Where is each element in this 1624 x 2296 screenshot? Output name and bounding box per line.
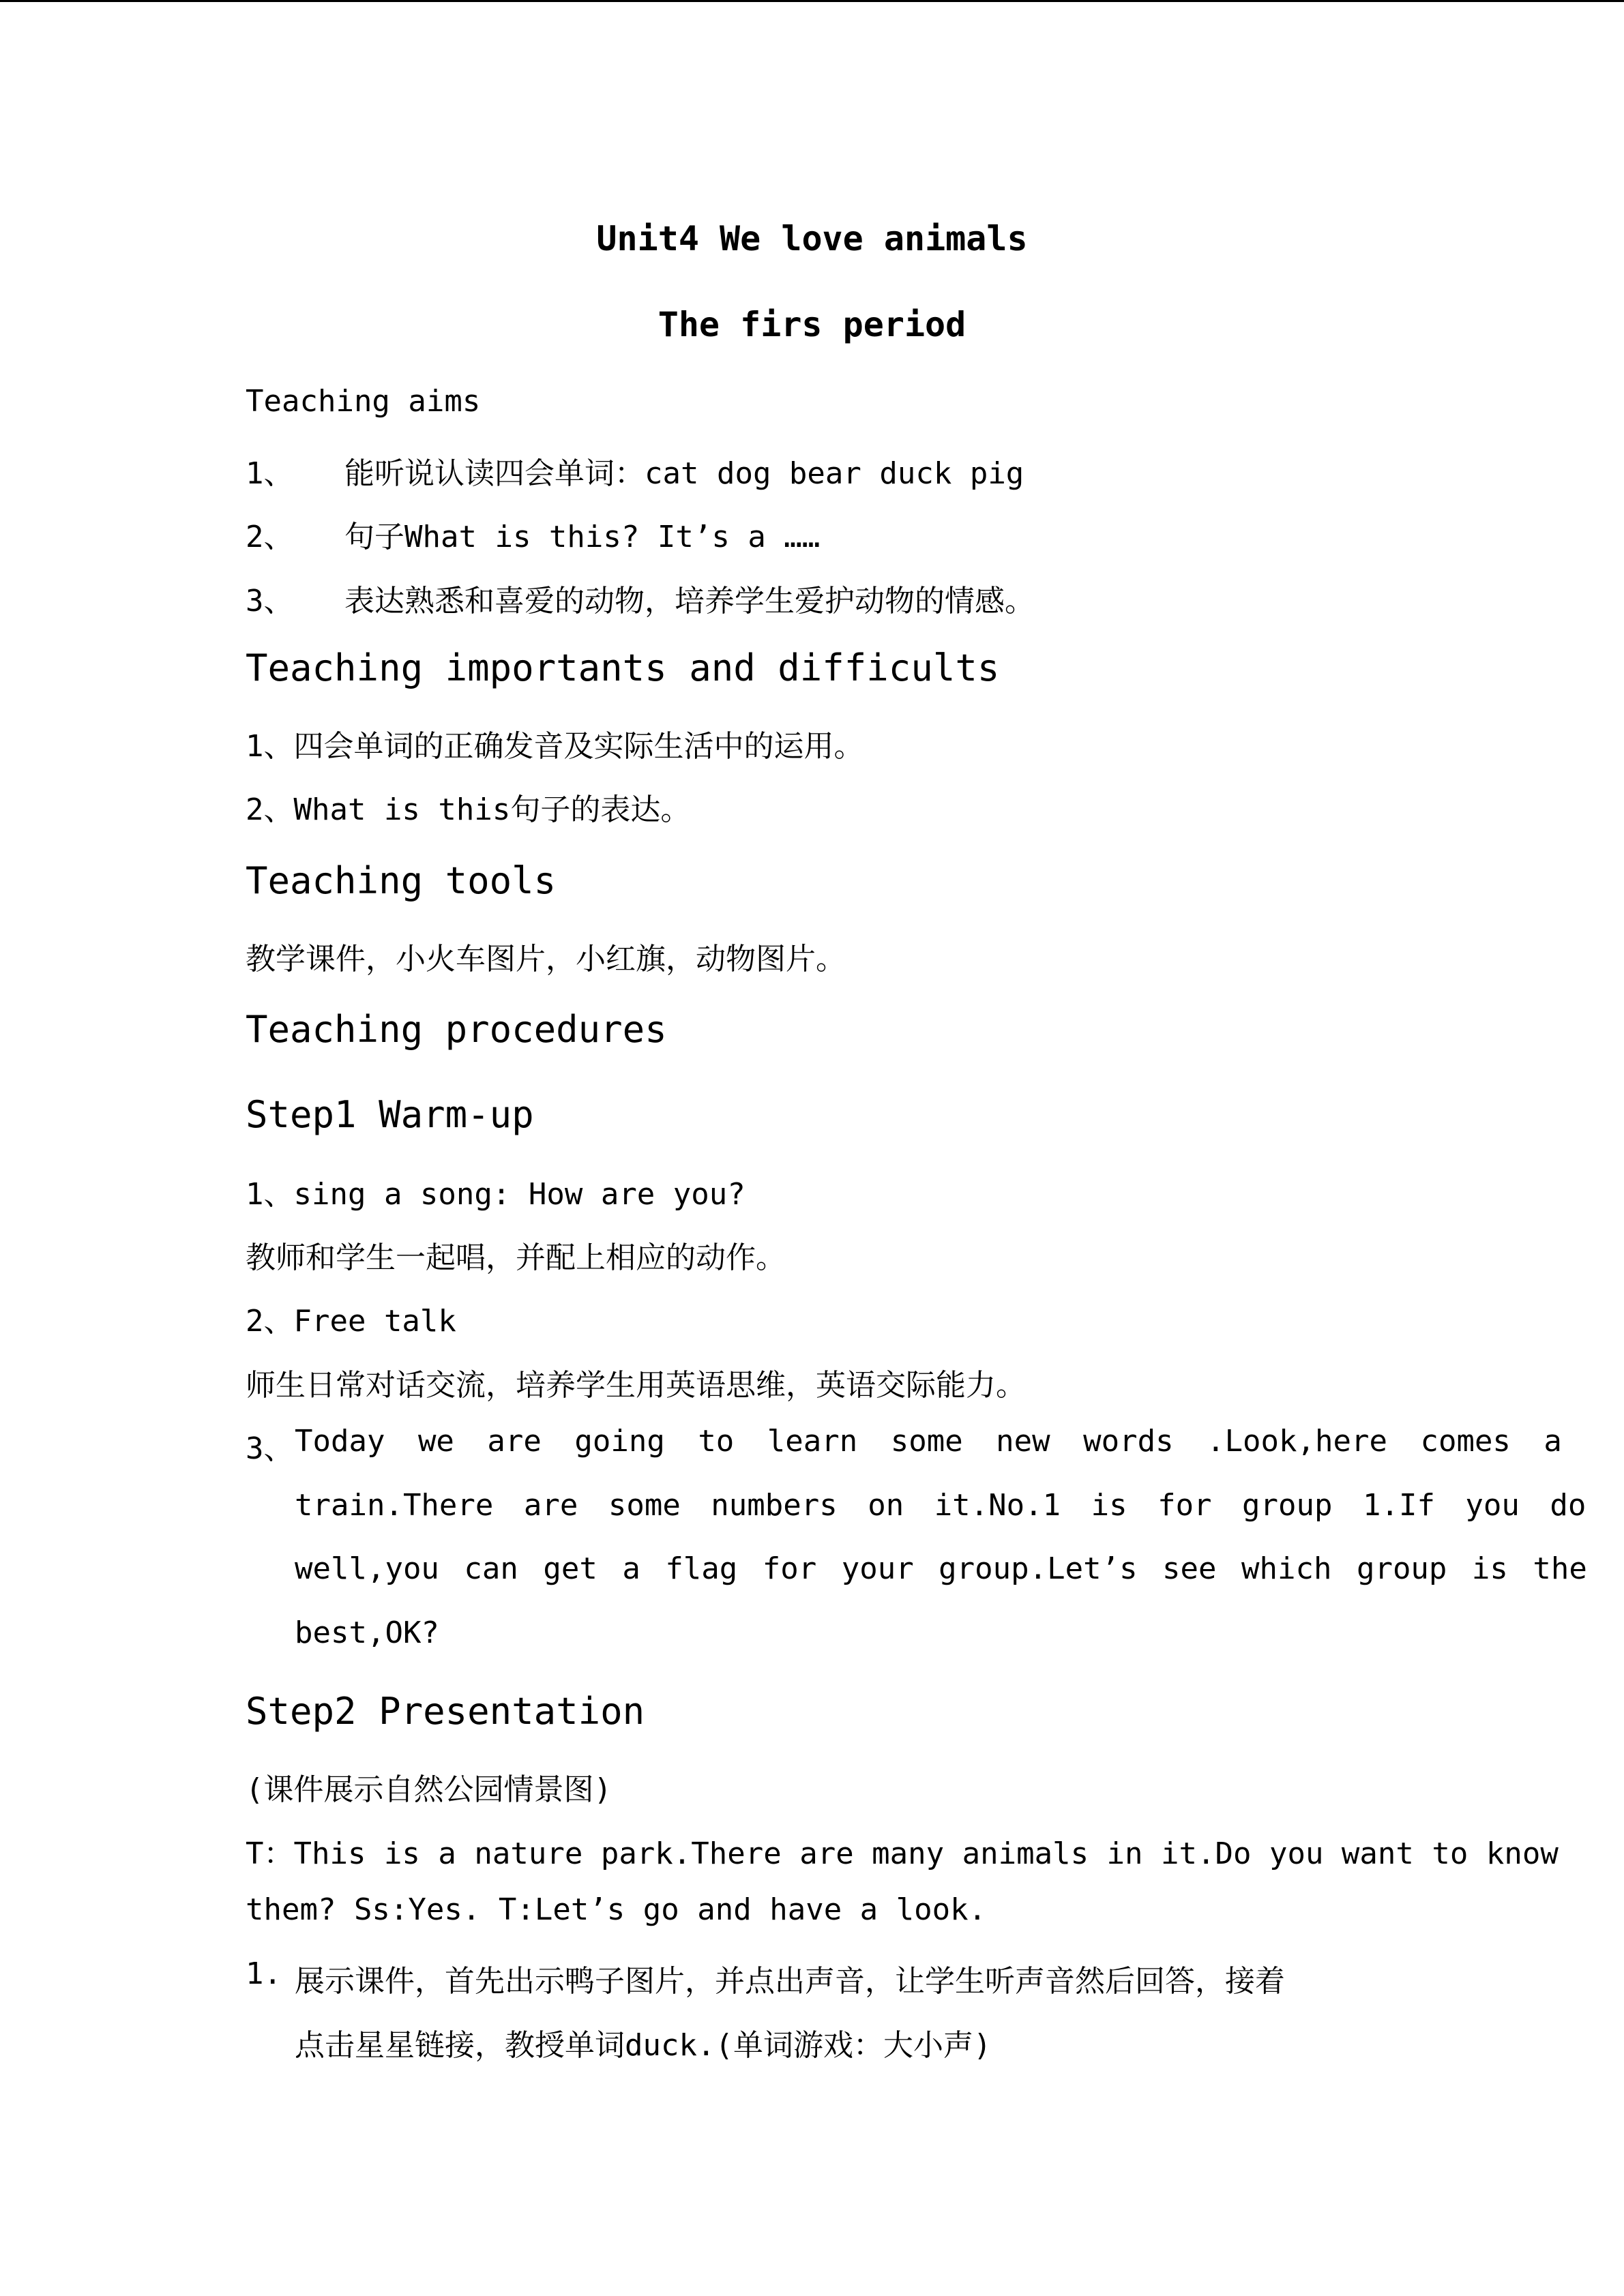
tools-text: 教学课件，小火车图片，小红旗，动物图片。	[246, 942, 846, 976]
step1-item3-line: best,OK?	[295, 1615, 439, 1650]
step1-item3-line: train.There are some numbers on it.No.1 is for group 1.If you do	[295, 1488, 1586, 1523]
list-number: 2、	[246, 520, 294, 554]
step2-heading: Step2 Presentation	[246, 1690, 645, 1733]
list-number: 3、	[246, 584, 294, 618]
step1-item3-line: Today we are going to learn some new words .Look,here comes a	[295, 1424, 1562, 1459]
list-item: 句子What is this? It’s a ……	[344, 520, 821, 554]
list-number: 1.	[246, 1956, 282, 1991]
section-heading-important: Teaching importants and difficults	[246, 646, 1000, 689]
step1-item1-desc: 教师和学生一起唱，并配上相应的动作。	[246, 1240, 786, 1275]
list-item: 表达熟悉和喜爱的动物，培养学生爱护动物的情感。	[344, 584, 1035, 618]
list-number: 3、	[246, 1431, 294, 1466]
step1-item2-desc: 师生日常对话交流，培养学生用英语思维，英语交际能力。	[246, 1368, 1026, 1403]
step2-item1-line: 展示课件，首先出示鸭子图片，并点出声音，让学生听声音然后回答，接着	[295, 1964, 1285, 1999]
list-item: 2、What is this句子的表达。	[246, 792, 691, 827]
page-subtitle: The firs period	[658, 305, 966, 344]
list-number: 1、	[246, 456, 294, 491]
step2-item1-line: 点击星星链接，教授单词duck.(单词游戏：大小声)	[295, 2028, 992, 2063]
step2-dialog-line: T：This is a nature park.There are many animals in it.Do you want to know	[246, 1836, 1559, 1871]
section-heading-aims: Teaching aims	[246, 384, 481, 419]
list-item: 能听说认读四会单词：cat dog bear duck pig	[344, 456, 1024, 491]
step2-dialog-line: them? Ss:Yes. T:Let’s go and have a look.	[246, 1892, 987, 1927]
list-item: 1、四会单词的正确发音及实际生活中的运用。	[246, 729, 864, 764]
step1-item2: 2、Free talk	[246, 1304, 456, 1339]
step2-note: (课件展示自然公园情景图)	[246, 1772, 612, 1807]
section-heading-procedures: Teaching procedures	[246, 1008, 667, 1051]
page-title: Unit4 We love animals	[596, 219, 1028, 258]
step1-item1: 1、sing a song: How are you?	[246, 1177, 745, 1212]
section-heading-tools: Teaching tools	[246, 859, 557, 902]
step1-heading: Step1 Warm-up	[246, 1093, 534, 1136]
step1-item3-line: well,you can get a flag for your group.Let’s see which group is the	[295, 1551, 1587, 1586]
